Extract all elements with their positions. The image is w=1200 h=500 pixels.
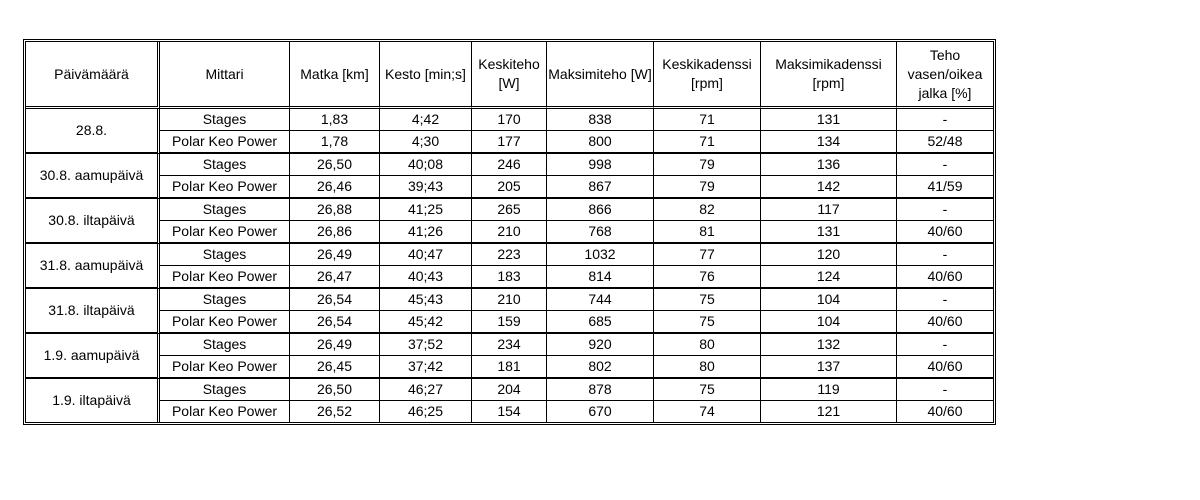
distance-cell: 26,46	[290, 176, 380, 199]
max-cadence-cell: 121	[761, 401, 897, 422]
meter-cell: Polar Keo Power	[160, 176, 290, 199]
meter-cell: Stages	[160, 289, 290, 311]
lr-balance-cell: -	[897, 379, 993, 401]
meter-cell: Polar Keo Power	[160, 131, 290, 154]
max-power-cell: 814	[547, 266, 654, 289]
avg-power-cell: 183	[472, 266, 547, 289]
distance-cell: 26,45	[290, 356, 380, 379]
header-duration: Kesto [min;s]	[380, 42, 472, 109]
duration-cell: 45;42	[380, 311, 472, 334]
max-cadence-cell: 131	[761, 221, 897, 244]
max-cadence-cell: 131	[761, 109, 897, 131]
duration-cell: 40;47	[380, 244, 472, 266]
table-row	[26, 401, 993, 422]
lr-balance-cell: 40/60	[897, 311, 993, 334]
max-cadence-cell: 132	[761, 334, 897, 356]
avg-power-cell: 223	[472, 244, 547, 266]
max-power-cell: 1032	[547, 244, 654, 266]
header-date: Päivämäärä	[26, 42, 160, 109]
meter-cell: Polar Keo Power	[160, 356, 290, 379]
max-power-cell: 670	[547, 401, 654, 422]
distance-cell: 26,50	[290, 154, 380, 176]
distance-cell: 26,49	[290, 334, 380, 356]
avg-power-cell: 204	[472, 379, 547, 401]
distance-cell: 26,50	[290, 379, 380, 401]
header-max-power: Maksimiteho [W]	[547, 42, 654, 109]
max-power-cell: 685	[547, 311, 654, 334]
meter-cell: Polar Keo Power	[160, 266, 290, 289]
avg-cadence-cell: 77	[654, 244, 761, 266]
max-cadence-cell: 137	[761, 356, 897, 379]
lr-balance-cell: 40/60	[897, 266, 993, 289]
table-row	[26, 109, 993, 131]
max-power-cell: 768	[547, 221, 654, 244]
date-cell: 1.9. iltapäivä	[26, 379, 160, 422]
avg-power-cell: 205	[472, 176, 547, 199]
max-cadence-cell: 142	[761, 176, 897, 199]
duration-cell: 46;27	[380, 379, 472, 401]
meter-cell: Stages	[160, 244, 290, 266]
avg-cadence-cell: 79	[654, 176, 761, 199]
avg-power-cell: 246	[472, 154, 547, 176]
distance-cell: 1,78	[290, 131, 380, 154]
lr-balance-cell: 41/59	[897, 176, 993, 199]
max-cadence-cell: 104	[761, 311, 897, 334]
meter-cell: Stages	[160, 154, 290, 176]
distance-cell: 1,83	[290, 109, 380, 131]
duration-cell: 4;42	[380, 109, 472, 131]
avg-power-cell: 210	[472, 221, 547, 244]
duration-cell: 41;26	[380, 221, 472, 244]
lr-balance-cell: -	[897, 199, 993, 221]
duration-cell: 41;25	[380, 199, 472, 221]
max-power-cell: 838	[547, 109, 654, 131]
max-power-cell: 744	[547, 289, 654, 311]
avg-cadence-cell: 75	[654, 379, 761, 401]
avg-power-cell: 154	[472, 401, 547, 422]
max-cadence-cell: 124	[761, 266, 897, 289]
meter-cell: Stages	[160, 379, 290, 401]
distance-cell: 26,47	[290, 266, 380, 289]
duration-cell: 45;43	[380, 289, 472, 311]
duration-cell: 37;42	[380, 356, 472, 379]
lr-balance-cell: 40/60	[927, 403, 963, 419]
avg-cadence-cell: 80	[654, 334, 761, 356]
header-row	[26, 42, 993, 109]
max-power-cell: 800	[547, 131, 654, 154]
date-cell: 28.8.	[26, 109, 160, 154]
avg-power-cell: 177	[472, 131, 547, 154]
meter-cell: Stages	[160, 109, 290, 131]
table-row	[26, 311, 993, 334]
avg-power-cell: 265	[472, 199, 547, 221]
table-row	[26, 199, 993, 221]
lr-balance-cell: -	[897, 109, 993, 131]
header-distance: Matka [km]	[290, 42, 380, 109]
lr-balance-cell: 52/48	[897, 131, 993, 154]
duration-cell: 37;52	[380, 334, 472, 356]
date-cell: 1.9. aamupäivä	[26, 334, 160, 379]
distance-cell: 26,86	[290, 221, 380, 244]
date-cell: 31.8. iltapäivä	[26, 289, 160, 334]
header-avg-power: Keskiteho [W]	[472, 42, 547, 109]
avg-power-cell: 210	[472, 289, 547, 311]
table-row	[26, 176, 993, 199]
avg-cadence-cell: 71	[654, 131, 761, 154]
max-cadence-cell: 136	[761, 154, 897, 176]
lr-balance-cell: -	[897, 334, 993, 356]
avg-power-cell: 159	[472, 311, 547, 334]
distance-cell: 26,49	[290, 244, 380, 266]
max-power-cell: 998	[547, 154, 654, 176]
max-power-cell: 878	[547, 379, 654, 401]
table-row	[26, 356, 993, 379]
max-power-cell: 867	[547, 176, 654, 199]
table-row	[26, 334, 993, 356]
table-row	[26, 154, 993, 176]
meter-cell: Polar Keo Power	[160, 311, 290, 334]
max-cadence-cell: 134	[761, 131, 897, 154]
duration-cell: 46;25	[380, 401, 472, 422]
table-row	[26, 244, 993, 266]
meter-cell: Polar Keo Power	[160, 221, 290, 244]
max-power-cell: 802	[547, 356, 654, 379]
date-cell: 30.8. aamupäivä	[26, 154, 160, 199]
distance-cell: 26,54	[290, 289, 380, 311]
avg-cadence-cell: 82	[654, 199, 761, 221]
max-power-cell: 920	[547, 334, 654, 356]
distance-cell: 26,88	[290, 199, 380, 221]
header-max-cadence: Maksimikadenssi [rpm]	[761, 42, 897, 109]
lr-balance-cell: -	[897, 289, 993, 311]
avg-power-cell: 234	[472, 334, 547, 356]
duration-cell: 39;43	[380, 176, 472, 199]
max-cadence-cell: 119	[761, 379, 897, 401]
duration-cell: 40;43	[380, 266, 472, 289]
measurement-table	[23, 39, 996, 425]
header-avg-cadence: Keskikadenssi [rpm]	[654, 42, 761, 109]
max-cadence-cell: 117	[761, 199, 897, 221]
duration-cell: 40;08	[380, 154, 472, 176]
table-row	[26, 221, 993, 244]
avg-cadence-cell: 79	[654, 154, 761, 176]
distance-cell: 26,54	[290, 311, 380, 334]
avg-cadence-cell: 76	[654, 266, 761, 289]
meter-cell: Stages	[160, 334, 290, 356]
distance-cell: 26,52	[290, 401, 380, 422]
table-row	[26, 266, 993, 289]
meter-cell: Stages	[160, 199, 290, 221]
table-row	[26, 131, 993, 154]
avg-power-cell: 181	[472, 356, 547, 379]
max-power-cell: 866	[547, 199, 654, 221]
avg-cadence-cell: 75	[654, 289, 761, 311]
lr-balance-cell: 40/60	[897, 356, 993, 379]
avg-cadence-cell: 81	[654, 221, 761, 244]
max-cadence-cell: 104	[761, 289, 897, 311]
lr-balance-cell: -	[897, 244, 993, 266]
header-lr-balance: Teho vasen/oikea jalka [%]	[897, 42, 993, 109]
date-cell: 30.8. iltapäivä	[26, 199, 160, 244]
avg-cadence-cell: 71	[654, 109, 761, 131]
avg-cadence-cell: 75	[654, 311, 761, 334]
header-meter: Mittari	[160, 42, 290, 109]
avg-cadence-cell: 80	[654, 356, 761, 379]
table-row	[26, 289, 993, 311]
max-cadence-cell: 120	[761, 244, 897, 266]
lr-balance-cell: 40/60	[897, 221, 993, 244]
date-cell: 31.8. aamupäivä	[26, 244, 160, 289]
lr-balance-cell: -	[897, 154, 993, 176]
table-row	[26, 379, 993, 401]
table-body	[26, 109, 993, 422]
avg-cadence-cell: 74	[654, 401, 761, 422]
meter-cell: Polar Keo Power	[160, 401, 290, 422]
duration-cell: 4;30	[380, 131, 472, 154]
avg-power-cell: 170	[472, 109, 547, 131]
